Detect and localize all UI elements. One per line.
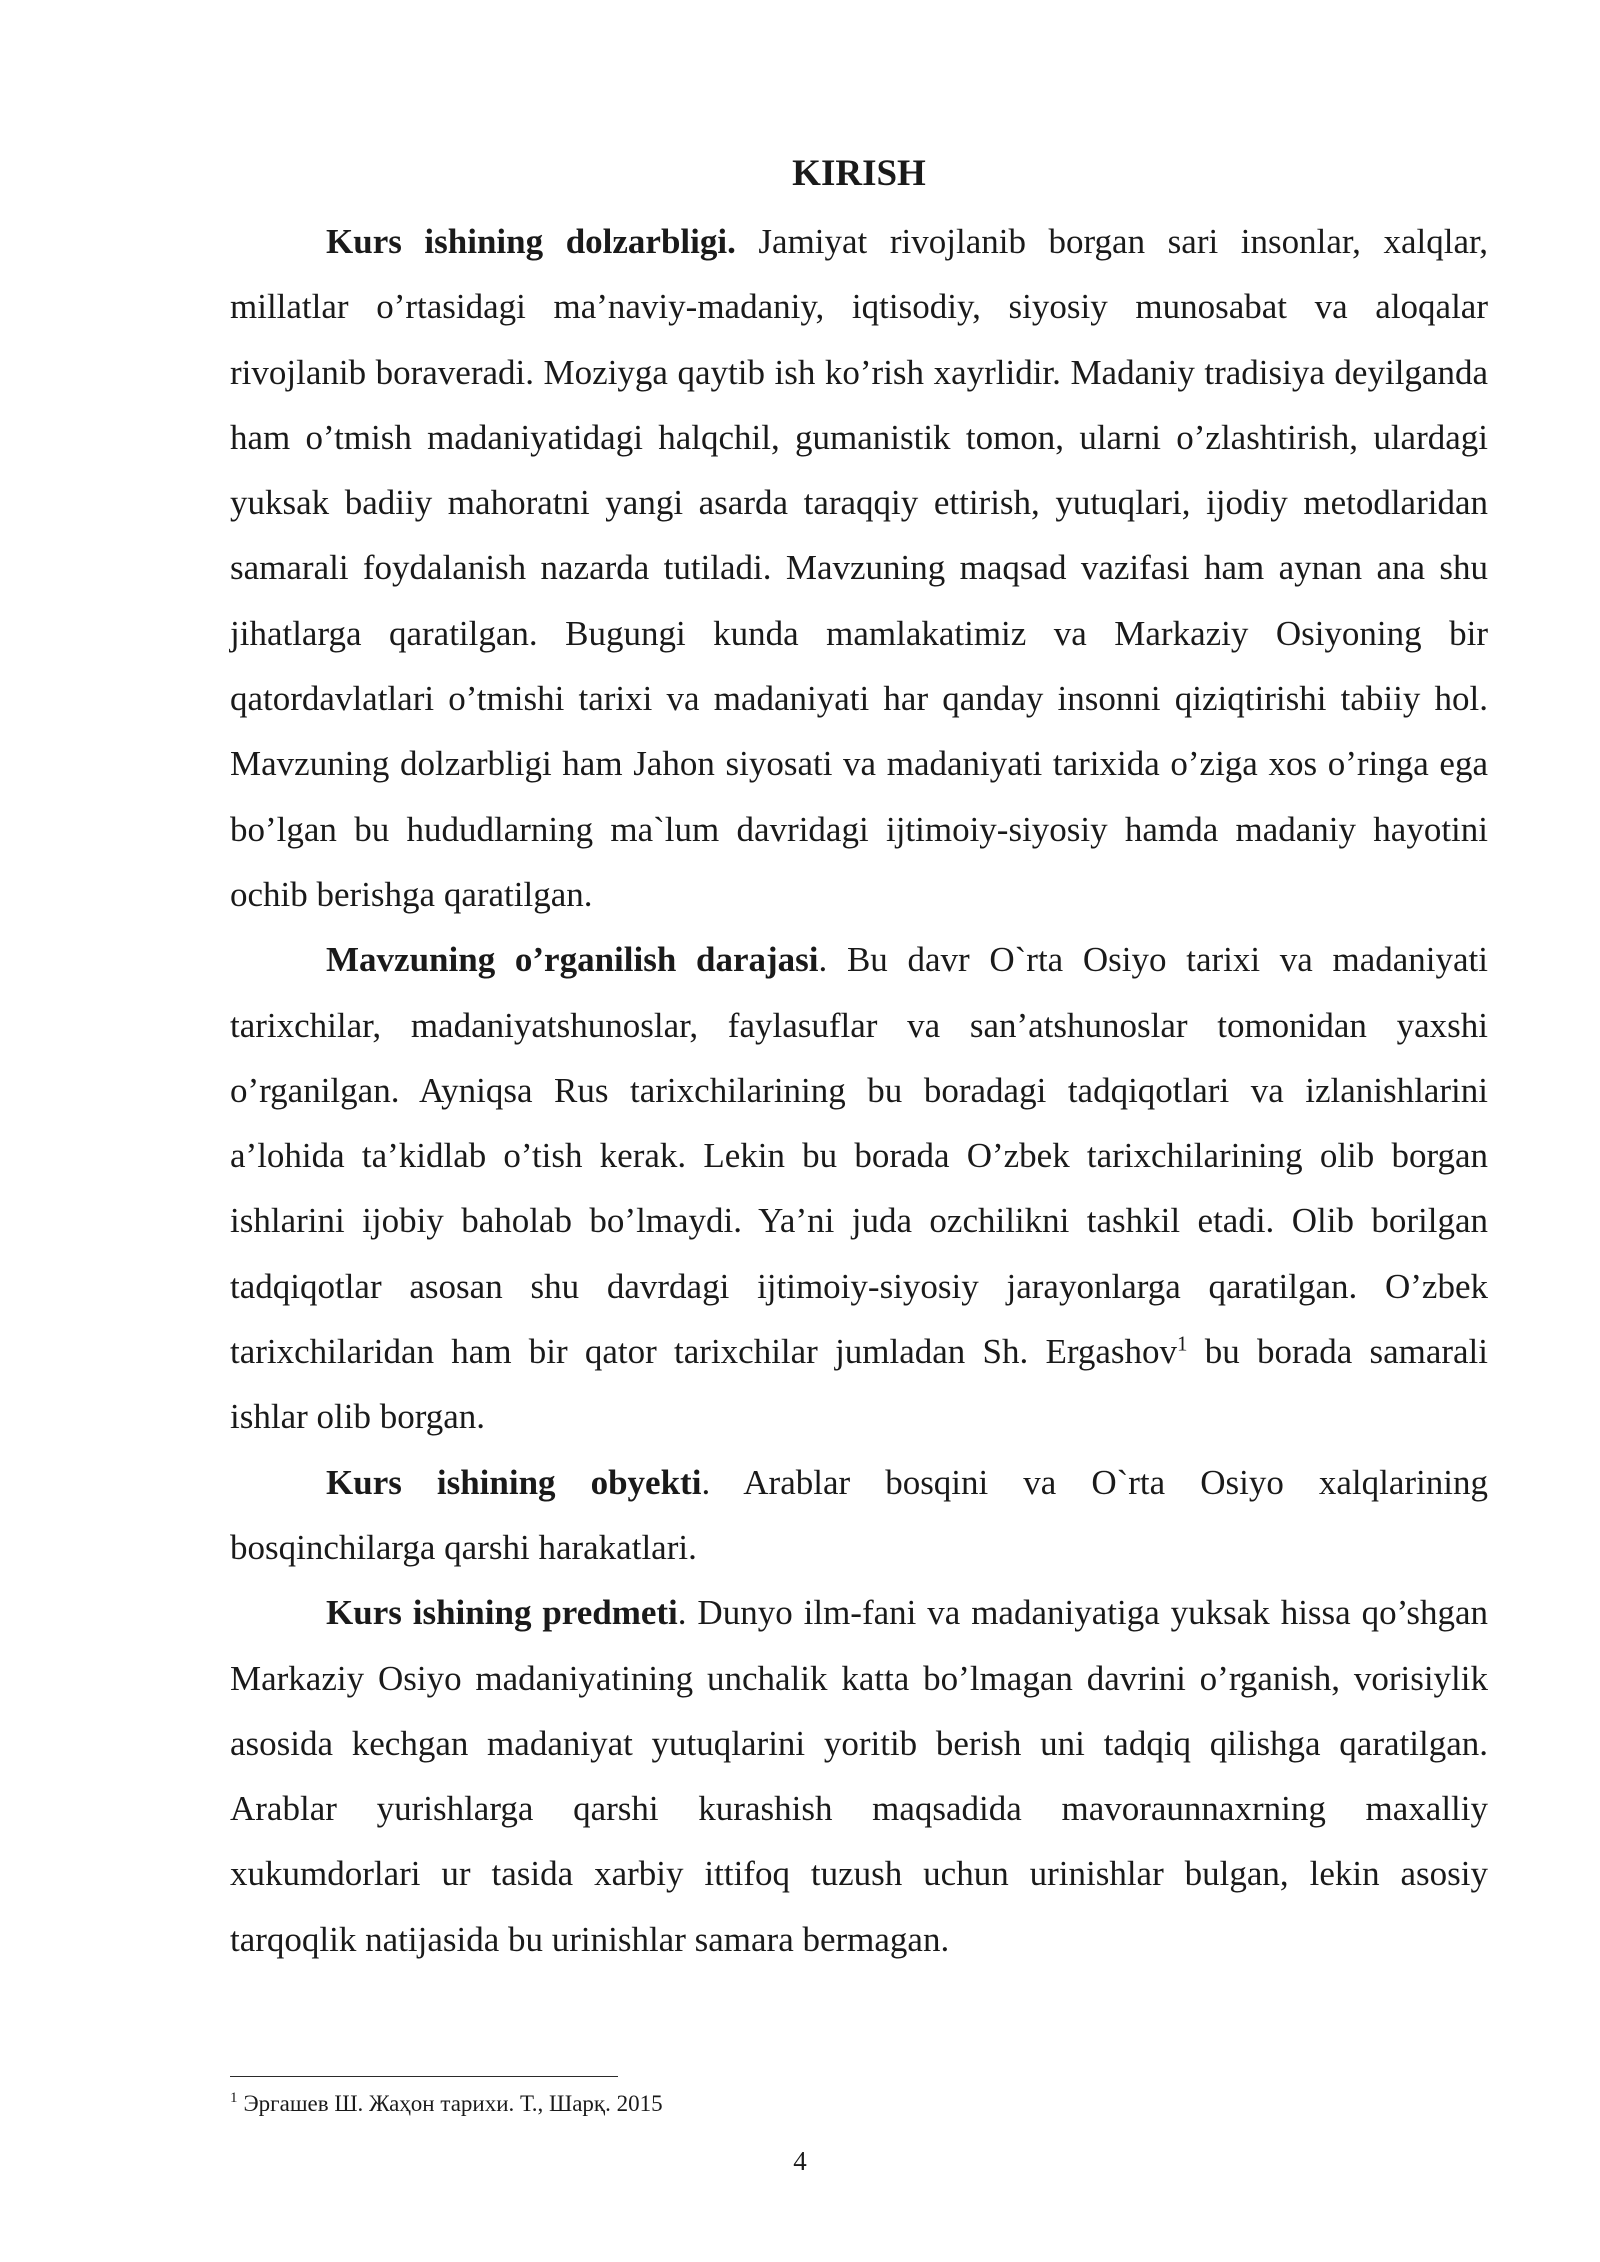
paragraph-object	[230, 1450, 1488, 1581]
footnote-text: Эргашев Ш. Жаҳон тарихи. Т., Шарқ. 2015	[243, 2091, 663, 2116]
paragraph-subject	[230, 1580, 1488, 1972]
page-title: KIRISH	[792, 153, 926, 194]
body-text	[230, 209, 1488, 1972]
paragraph-text: Jamiyat rivojlanib borgan sari insonlar, xalqlar, millatlar o’rtasidagi ma’naviy-madaniy, iqtisodiy, siyosiy munosabat va aloqalar rivojlanib boraveradi. Moziyga qaytib ish ko’rish xayrlidir. Madaniy tradisiya deyilganda ham o’tmish madaniyatidagi halqchil, gumanistik tomon, ularni o’zlashtirish, ulardagi yuksak badiiy mahoratni yangi asarda taraqqiy ettirish, yutuqlari, ijodiy metodlaridan samarali foydalanish nazarda tutiladi. Mavzuning maqsad vazifasi ham aynan ana shu jihatlarga qaratilgan. Bugungi kunda mamlakatimiz va Markaziy Osiyoning bir qatordavlatlari o’tmishi tarixi va madaniyati har qanday insonni qiziqtirishi tabiiy hol. Mavzuning dolzarbligi ham Jahon siyosati va madaniyati tarixida o’ziga xos o’ringa ega bo’lgan bu hududlarning ma`lum davridagi ijtimoiy-siyosiy hamda madaniy hayotini ochib berishga qaratilgan.	[230, 222, 1488, 914]
paragraph-relevance	[230, 209, 1488, 927]
paragraph-heading: Kurs ishining obyekti	[326, 1462, 702, 1502]
paragraph-text: . Bu davr O`rta Osiyo tarixi va madaniyati tarixchilar, madaniyatshunoslar, faylasuflar va san’atshunoslar tomonidan yaxshi o’rganilgan. Ayniqsa Rus tarixchilarining bu boradagi tadqiqotlari va izlanishlarini a’lohida ta’kidlab o’tish kerak. Lekin bu borada O’zbek tarixchilarining olib borgan ishlarini ijobiy baholab bo’lmaydi. Ya’ni juda ozchilikni tashkil etadi. Olib borilgan tadqiqotlar asosan shu davrdagi ijtimoiy-siyosiy jarayonlarga qaratilgan. O’zbek tarixchilaridan ham bir qator tarixchilar jumladan Sh. Ergashov	[230, 940, 1488, 1372]
page-number: 4	[793, 2146, 807, 2176]
paragraph-study-level	[230, 927, 1488, 1449]
paragraph-text: . Arablar bosqini va O`rta Osiyo xalqlarining bosqinchilarga qarshi harakatlari.	[230, 1462, 1488, 1567]
paragraph-text-continued: bu borada samarali ishlar olib borgan.	[230, 1332, 1489, 1437]
footnote-separator	[230, 2076, 618, 2077]
footnote	[230, 2086, 1488, 2122]
footnote-mark: 1	[230, 2090, 238, 2107]
paragraph-heading: Kurs ishining predmeti	[326, 1593, 678, 1633]
paragraph-heading: Kurs ishining dolzarbligi.	[326, 222, 736, 261]
paragraph-heading: Mavzuning o’rganilish darajasi	[326, 940, 819, 980]
footnote-reference[interactable]: 1	[1177, 1331, 1188, 1356]
paragraph-text: . Dunyo ilm-fani va madaniyatiga yuksak hissa qo’shgan Markaziy Osiyo madaniyatining unchalik katta bo’lmagan davrini o’rganish, vorisiylik asosida kechgan madaniyat yutuqlarini yoritib berish uni tadqiq qilishga qaratilgan. Arablar yurishlarga qarshi kurashish maqsadida mavoraunnaxrning maxalliy xukumdorlari ur tasida xarbiy ittifoq tuzush uchun urinishlar bulgan, lekin asosiy tarqoqlik natijasida bu urinishlar samara bermagan.	[230, 1593, 1488, 1959]
